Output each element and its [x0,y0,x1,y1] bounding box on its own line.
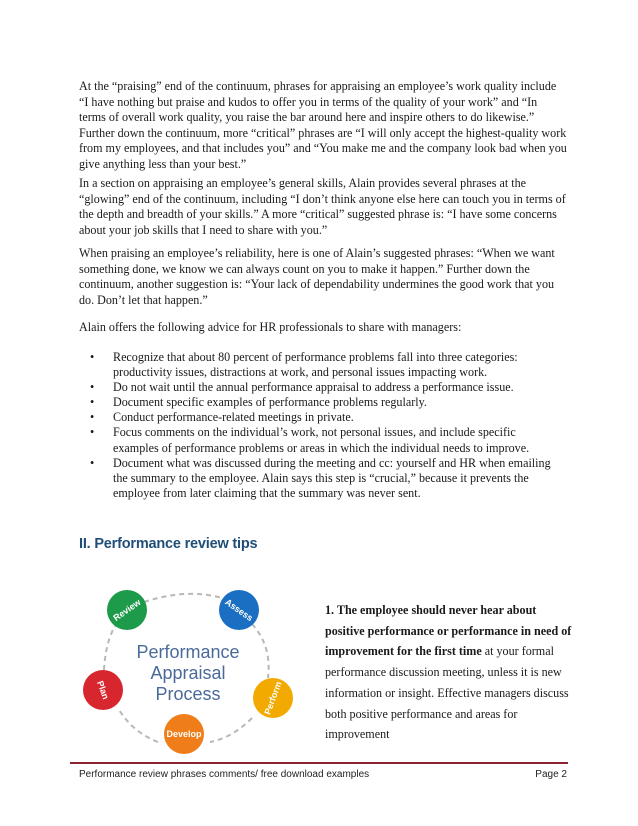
tip-1-rest: at your formal performance discussion meeting, unless it is new information or insight. Effective managers discuss both positive performance and areas for improvement [325,644,569,742]
advice-list [90,350,553,501]
paragraph-skills: In a section on appraising an employee’s general skills, Alain provides several phrases at the “glowing” end of the continuum, including “I don’t think anyone else here can touch you in terms of the depth and breadth of your skills.” A more “critical” suggested phrase is: “I have some concerns about your job skills that I need to share with you.” [79,176,566,237]
stage-plan [83,670,123,710]
diagram-title-line2: Appraisal [150,663,226,683]
list-item: • Recognize that about 80 percent of performance problems fall into three categories: productivity issues, distractions at work, and personal issues impacting work. [90,350,518,380]
bullet-icon: • [90,395,95,410]
footer-rule [70,762,568,764]
stage-plan-label: Plan [95,679,111,701]
bullet-icon: • [90,455,95,470]
bullet-icon: • [90,425,95,440]
section-heading: II. Performance review tips [79,536,258,552]
list-item: • Document specific examples of performance problems regularly. [90,395,427,410]
stage-perform [253,678,293,718]
tip-1 [325,600,575,745]
list-item: • Do not wait until the annual performance appraisal to address a performance issue. [90,380,514,395]
bullet-icon: • [90,380,95,395]
stage-develop [164,714,204,754]
list-item: • Focus comments on the individual’s work, not personal issues, and include specific examples of performance problems or areas in which the individual needs to improve. [90,425,530,455]
diagram-title-line3: Process [155,684,221,704]
list-item: • Document what was discussed during the meeting and cc: yourself and HR when emailing the summary to the employee. Alain says this step is “crucial,” because it prevents the employee from later claiming that the summary was never sent. [90,455,551,500]
stage-develop-label: Develop [166,729,202,739]
tip-1-bold: 1. The employee should never hear about positive performance or performance in need of improvement for the first time [325,603,572,659]
stage-review [107,590,147,630]
bullet-icon: • [90,410,95,425]
list-item: • Conduct performance-related meetings in private. [90,410,354,425]
stage-assess-label: Assess [223,596,255,624]
bullet-icon: • [90,350,95,364]
paragraph-reliability: When praising an employee’s reliability, here is one of Alain’s suggested phrases: “When we want something done, we know we can always count on you to make it happen.” Further down the continuum, another suggestion is: “Your lack of dependability undermines the good work that you do. Don’t let that happen.” [79,246,555,307]
stage-perform-label: Perform [262,680,284,716]
performance-appraisal-diagram [82,586,308,754]
stage-assess [219,590,259,630]
page-number: Page 2 [535,769,567,780]
paragraph-advice-intro: Alain offers the following advice for HR professionals to share with managers: [79,320,462,334]
paragraph-praising: At the “praising” end of the continuum, phrases for appraising an employee’s work quality include “I have nothing but praise and kudos to offer you in terms of the quality of your work” and “In terms of overall work quality, you raise the bar around here and inspire others to do likewise.” Further down the continuum, more “critical” phrases are “I will only accept the highest-quality work from my employees, and that includes you” and “You make me and the company look bad when you give anything less than your best.” [79,79,567,171]
stage-review-label: Review [111,597,143,623]
diagram-title-line1: Performance [136,642,240,662]
footer-title: Performance review phrases comments/ free download examples [79,769,370,780]
